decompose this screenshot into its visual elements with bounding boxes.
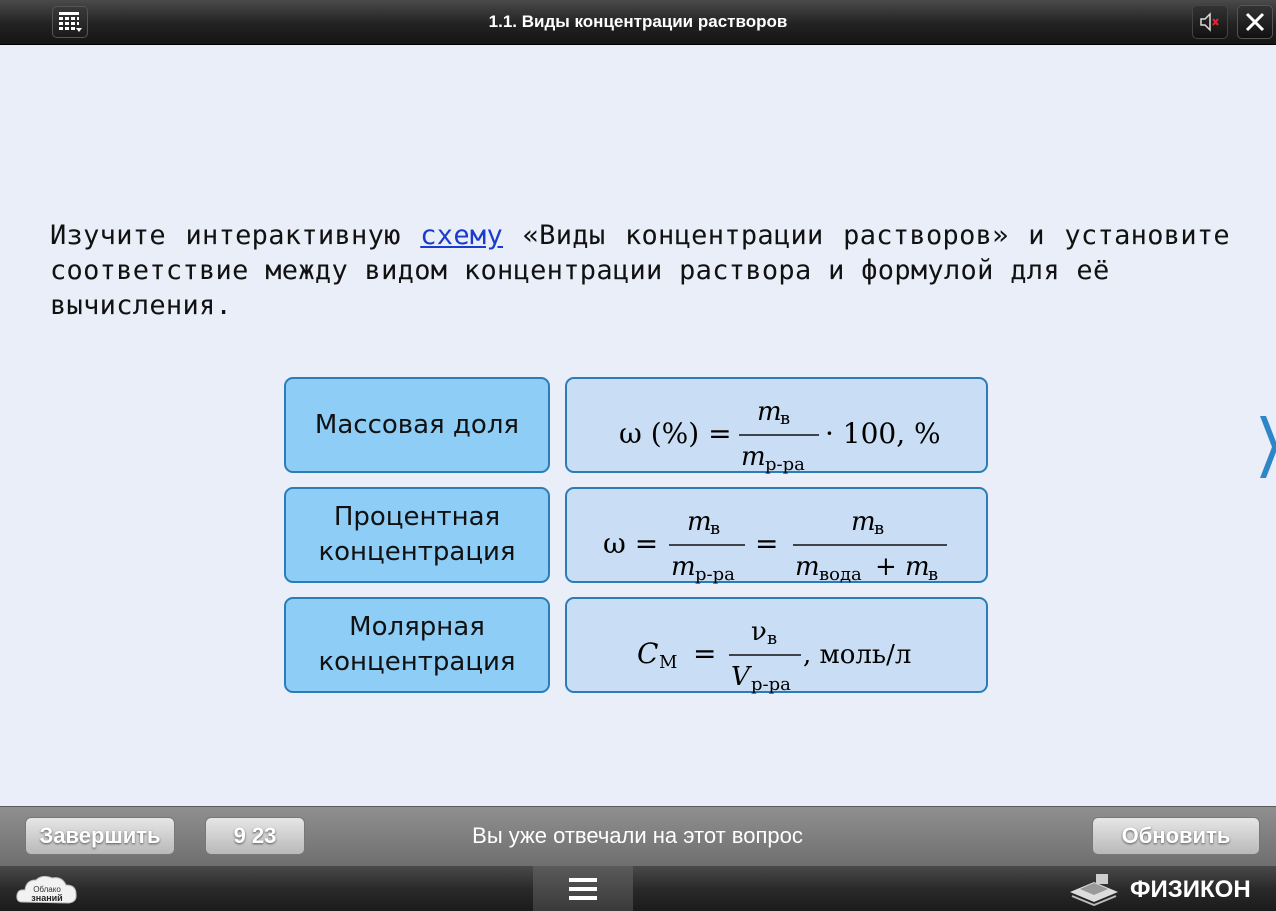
formula-den: V <box>731 662 750 692</box>
formula-den-sub: р-ра <box>695 564 735 585</box>
formula-mass-fraction <box>567 379 990 475</box>
fizikon-brand: ФИЗИКОН <box>1130 876 1251 903</box>
cloud-logo-line1: Облако <box>33 885 61 894</box>
question-counter[interactable]: 9 23 <box>205 817 305 855</box>
formula-lhs-sub: M <box>659 652 678 673</box>
formula-eq: = <box>693 637 717 670</box>
formula-tail: · 100, % <box>825 417 941 450</box>
top-bar <box>0 0 1276 45</box>
cloud-logo-line2: знаний <box>31 893 63 903</box>
formula-card[interactable] <box>565 377 988 473</box>
formula-den-sub: р-ра <box>765 454 805 475</box>
next-arrow-icon[interactable] <box>1256 412 1276 482</box>
content-area <box>0 46 1276 806</box>
formula-den-sub: р-ра <box>751 674 791 695</box>
formula-percent <box>567 489 990 585</box>
formula-den: m <box>795 552 820 582</box>
formula-lhs: ω (%) = <box>619 417 732 450</box>
finish-button[interactable]: Завершить <box>25 817 175 855</box>
task-text <box>50 218 1230 323</box>
fizikon-logo-icon <box>1066 872 1122 906</box>
scheme-link[interactable]: схему <box>420 220 504 251</box>
formula-num-sub: в <box>874 518 885 539</box>
formula-num-sub: в <box>767 628 778 649</box>
task-text-part: «Виды концентрации растворов» и установите соответствие между видом концентрации раствора и формулой для её <box>50 220 1230 286</box>
hamburger-icon <box>567 875 599 903</box>
formula-lhs: C <box>637 637 659 670</box>
page-title: 1.1. Виды концентрации растворов <box>488 12 788 31</box>
main-menu-button[interactable] <box>533 866 633 911</box>
concentration-card[interactable]: Процентная концентрация <box>284 487 550 583</box>
status-bar <box>0 806 1276 866</box>
formula-num: m <box>851 507 876 537</box>
sound-muted-icon <box>1198 11 1222 33</box>
formula-den-sub: вода <box>819 564 862 585</box>
formula-eq: = <box>755 527 779 560</box>
formula-den: m <box>905 552 930 582</box>
concentration-card[interactable]: Молярная концентрация <box>284 597 550 693</box>
formula-den: m <box>671 552 696 582</box>
sound-toggle-button[interactable] <box>1192 5 1228 39</box>
formula-num: m <box>687 507 712 537</box>
formula-num-sub: в <box>710 518 721 539</box>
refresh-button[interactable]: Обновить <box>1092 817 1260 855</box>
status-message: Вы уже отвечали на этот вопрос <box>472 823 803 848</box>
formula-card[interactable] <box>565 597 988 693</box>
formula-card[interactable] <box>565 487 988 583</box>
task-text-part: Изучите интерактивную <box>50 220 421 251</box>
formula-plus: + <box>875 552 897 582</box>
cloud-logo-icon[interactable] <box>14 870 80 910</box>
concentration-card[interactable]: Массовая доля <box>284 377 550 473</box>
formula-den: m <box>741 442 766 472</box>
formula-num: ν <box>751 617 767 647</box>
close-button[interactable] <box>1237 5 1273 39</box>
pair-row-mass-fraction <box>284 377 988 473</box>
formula-molar <box>567 599 990 695</box>
formula-lhs: ω = <box>603 527 659 560</box>
formula-num: m <box>757 397 782 427</box>
pair-row-molar <box>284 597 988 693</box>
task-text-last-line: вычисления. <box>50 290 233 321</box>
footer <box>0 866 1276 911</box>
formula-den-sub: в <box>928 564 939 585</box>
formula-num-sub: в <box>780 408 791 429</box>
formula-tail: , моль/л <box>803 640 912 670</box>
pair-row-percent <box>284 487 988 583</box>
close-icon <box>1244 11 1266 33</box>
